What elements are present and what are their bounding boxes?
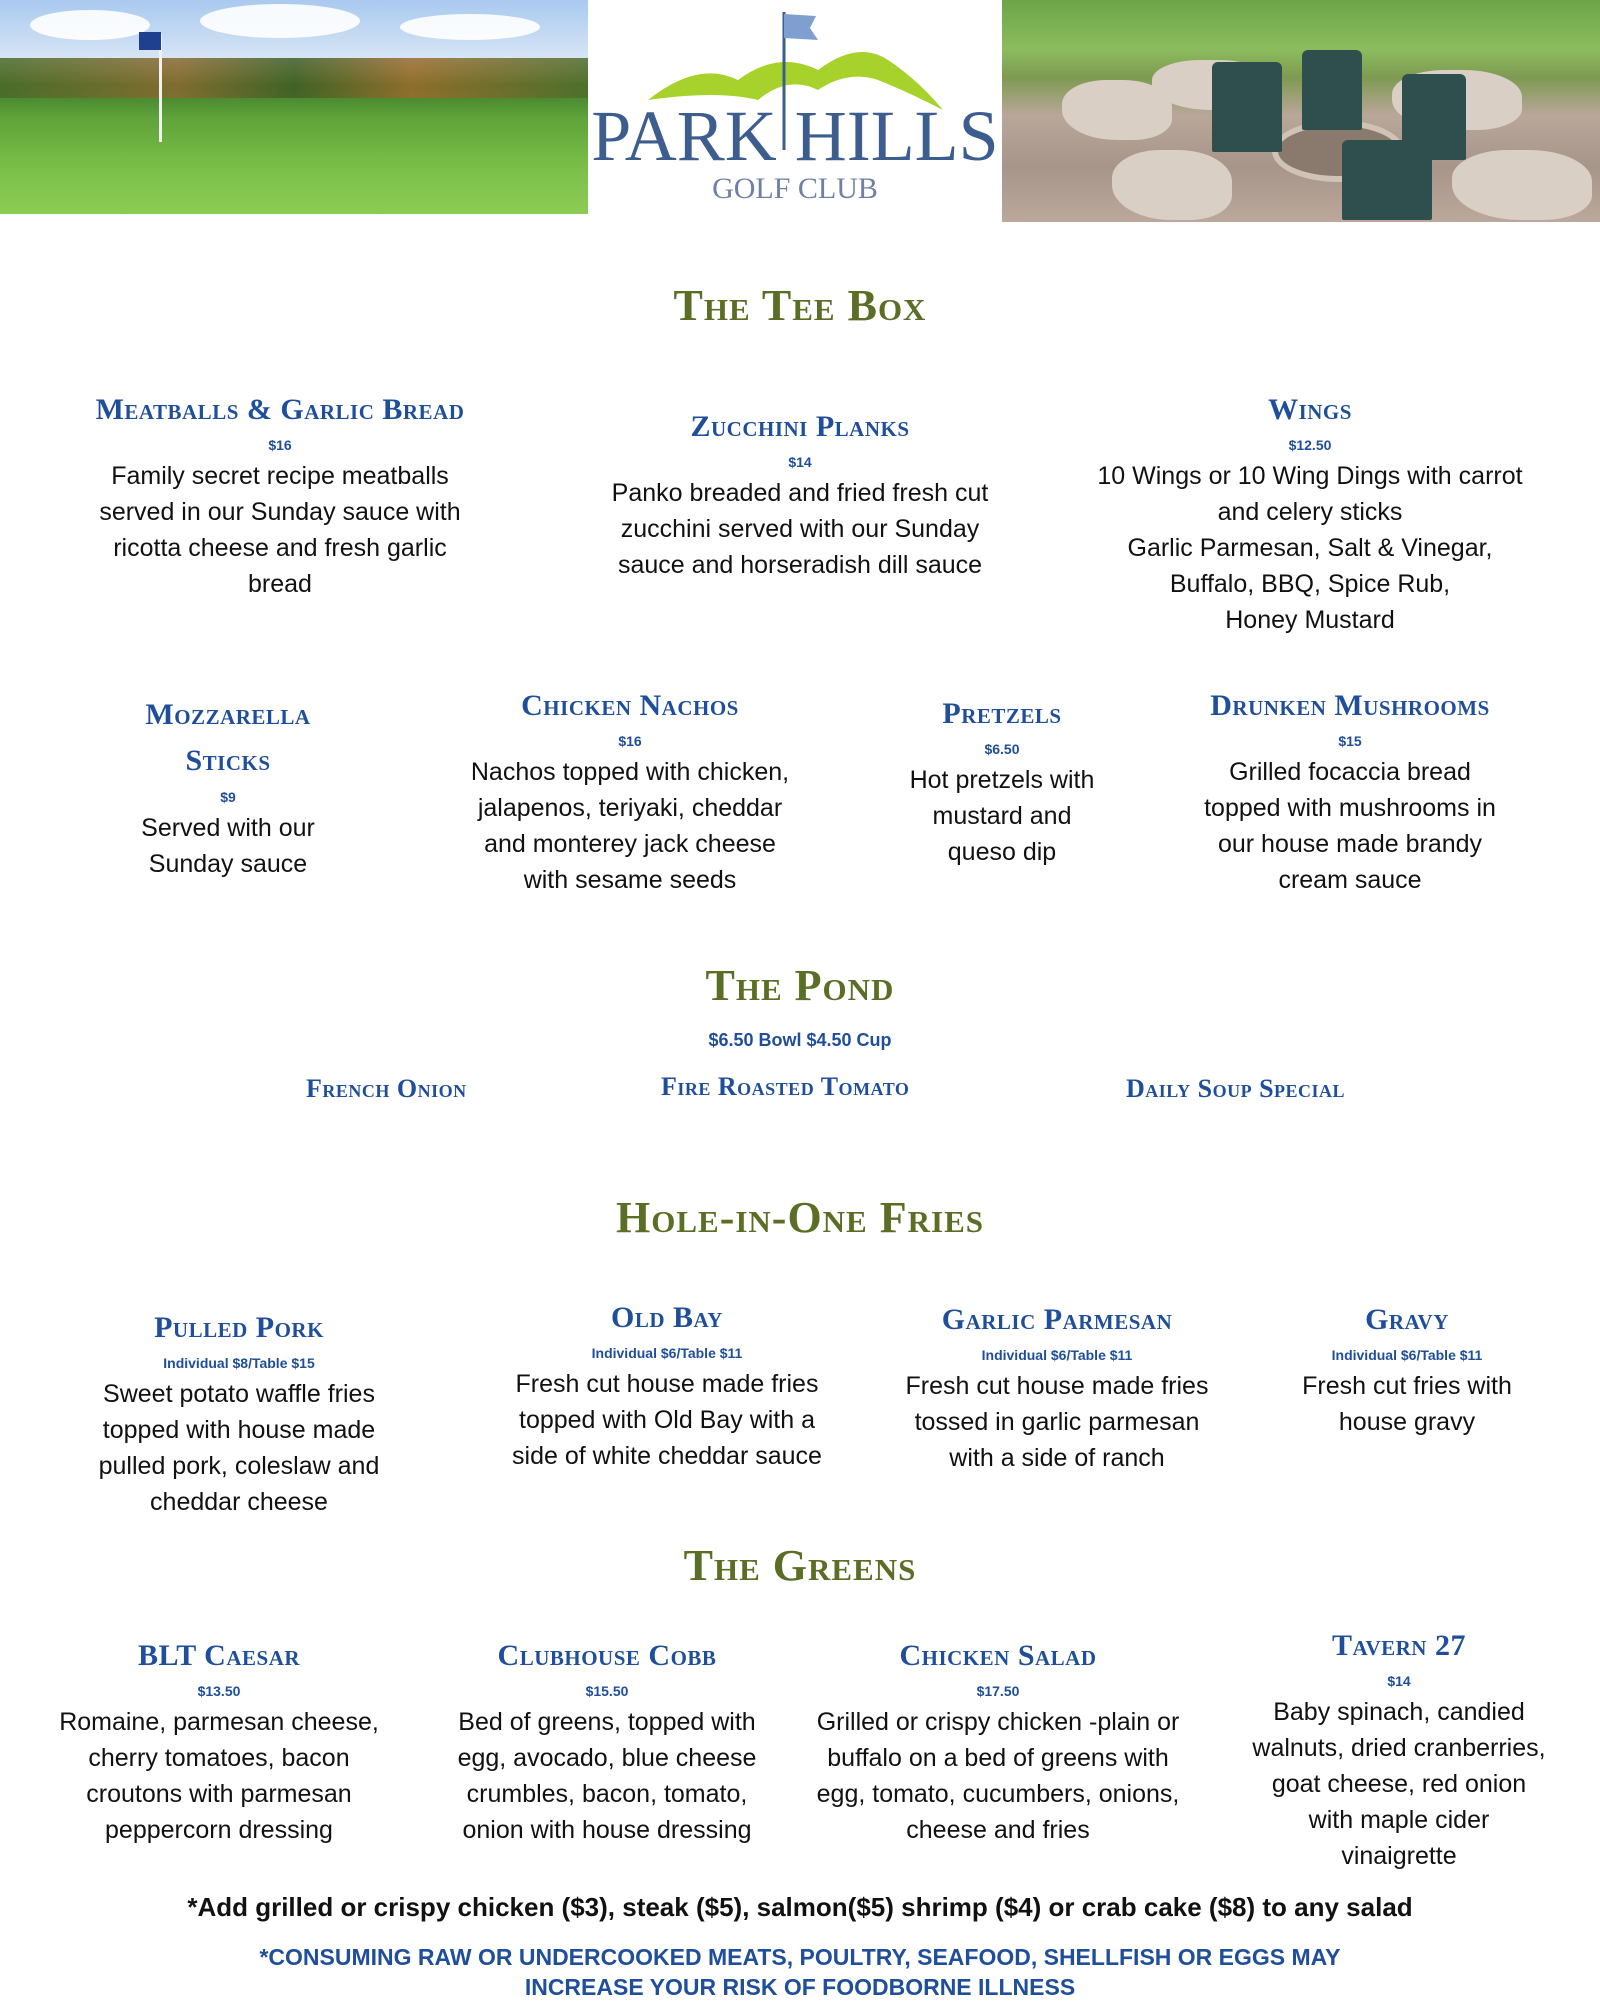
item-price: $15.50 [585,1683,629,1699]
item-name: BLT Caesar [137,1639,301,1672]
section-title-greens: The Greens [683,1541,917,1590]
item-desc: Bed of greens, topped with egg, avocado, blue cheese crumbles, bacon, tomato, onion with house dressing [457,1708,757,1844]
item-desc: Panko breaded and fried fresh cut zucchini served with our Sunday sauce and horseradish dill sauce [611,479,989,579]
header [0,0,1600,222]
item-price: $9 [220,789,236,805]
item-name: Mozzarella Sticks [145,698,311,777]
item-desc: Romaine, parmesan cheese, cherry tomatoes, bacon croutons with parmesan peppercorn dressing [59,1708,379,1844]
soup-item: Fire Roasted Tomato [661,1072,910,1101]
soup-item: Daily Soup Special [1126,1074,1346,1103]
menu-item [480,1296,854,1474]
flag-pin-icon [159,34,162,142]
menu-item [870,692,1134,870]
section-title-tee-box: The Tee Box [673,281,927,330]
item-desc: Fresh cut house made fries topped with Old Bay with a side of white cheddar sauce [512,1370,822,1470]
item-name: Pulled Pork [154,1311,324,1344]
item-price: $17.50 [976,1683,1020,1699]
item-price: Individual $8/Table $15 [163,1355,315,1371]
item-name: Gravy [1365,1303,1449,1336]
item-desc: Sweet potato waffle fries topped with house made pulled pork, coleslaw and cheddar cheese [98,1380,380,1516]
menu-item [570,405,1030,583]
logo-subtitle: GOLF CLUB [712,172,878,205]
item-desc: Served with our Sunday sauce [141,814,315,878]
item-desc: Nachos topped with chicken, jalapenos, teriyaki, cheddar and monterey jack cheese with sesame seeds [470,758,790,894]
menu-item [100,692,356,882]
item-name: Drunken Mushrooms [1210,689,1490,722]
item-desc: Baby spinach, candied walnuts, dried cranberries, goat cheese, red onion with maple cider vinaigrette [1252,1698,1546,1870]
item-desc: Grilled focaccia bread topped with mushrooms in our house made brandy cream sauce [1204,758,1496,894]
menu-item [880,1298,1234,1476]
food-safety-warning: *CONSUMING RAW OR UNDERCOOKED MEATS, POULTRY, SEAFOOD, SHELLFISH OR EGGS MAY INCREASE YOUR RISK OF FOODBORNE ILLNESS [259,1944,1341,2000]
menu-item [430,1634,784,1848]
item-price: $13.50 [197,1683,241,1699]
soup-item: French Onion [306,1074,467,1103]
item-desc: 10 Wings or 10 Wing Dings with carrot and celery sticks Garlic Parmesan, Salt & Vinegar, Buffalo, BBQ, Spice Rub, Honey Mustard [1097,462,1523,634]
salad-addon-note: *Add grilled or crispy chicken ($3), steak ($5), salmon($5) shrimp ($4) or crab cake ($8) to any salad [187,1892,1413,1922]
menu-item [790,1634,1206,1848]
item-name: Pretzels [942,697,1062,730]
menu-item [68,1306,410,1520]
item-desc: Fresh cut house made fries tossed in garlic parmesan with a side of ranch [905,1372,1209,1472]
menu-item [1266,1298,1548,1440]
item-price: $14 [1387,1673,1411,1689]
item-name: Clubhouse Cobb [497,1639,717,1672]
patio-photo [1002,0,1600,222]
menu-item [60,388,500,602]
item-name: Zucchini Planks [690,410,910,443]
soup-price: $6.50 Bowl $4.50 Cup [708,1030,892,1050]
item-name: Old Bay [611,1301,723,1334]
item-name: Chicken Salad [899,1639,1097,1672]
logo-name: PARK HILLS [591,96,999,176]
item-name: Tavern 27 [1332,1629,1466,1662]
item-name: Wings [1268,393,1352,426]
item-price: $16 [268,437,292,453]
item-price: $12.50 [1288,437,1332,453]
section-title-fries: Hole-in-One Fries [616,1193,984,1242]
golf-course-photo [0,0,588,214]
park-hills-logo [588,0,1002,214]
menu-item [1160,684,1540,898]
item-desc: Grilled or crispy chicken -plain or buffalo on a bed of greens with egg, tomato, cucumbers, onions, cheese and fries [816,1708,1180,1844]
item-price: Individual $6/Table $11 [981,1347,1133,1363]
item-price: Individual $6/Table $11 [1331,1347,1483,1363]
menu-item [430,684,830,898]
item-price: Individual $6/Table $11 [591,1345,743,1361]
item-desc: Fresh cut fries with house gravy [1302,1372,1512,1436]
flag-icon [139,32,161,50]
section-title-pond: The Pond [705,961,895,1010]
item-price: $15 [1338,733,1362,749]
item-desc: Family secret recipe meatballs served in our Sunday sauce with ricotta cheese and fresh garlic bread [99,462,461,598]
item-name: Meatballs & Garlic Bread [95,393,465,426]
item-name: Chicken Nachos [521,689,739,722]
item-desc: Hot pretzels with mustard and queso dip [909,766,1095,866]
menu-item [30,1634,408,1848]
item-price: $14 [788,454,812,470]
menu-item [1060,388,1560,638]
item-price: $6.50 [984,741,1020,757]
item-price: $16 [618,733,642,749]
menu-item [1226,1624,1572,1874]
item-name: Garlic Parmesan [941,1303,1173,1336]
